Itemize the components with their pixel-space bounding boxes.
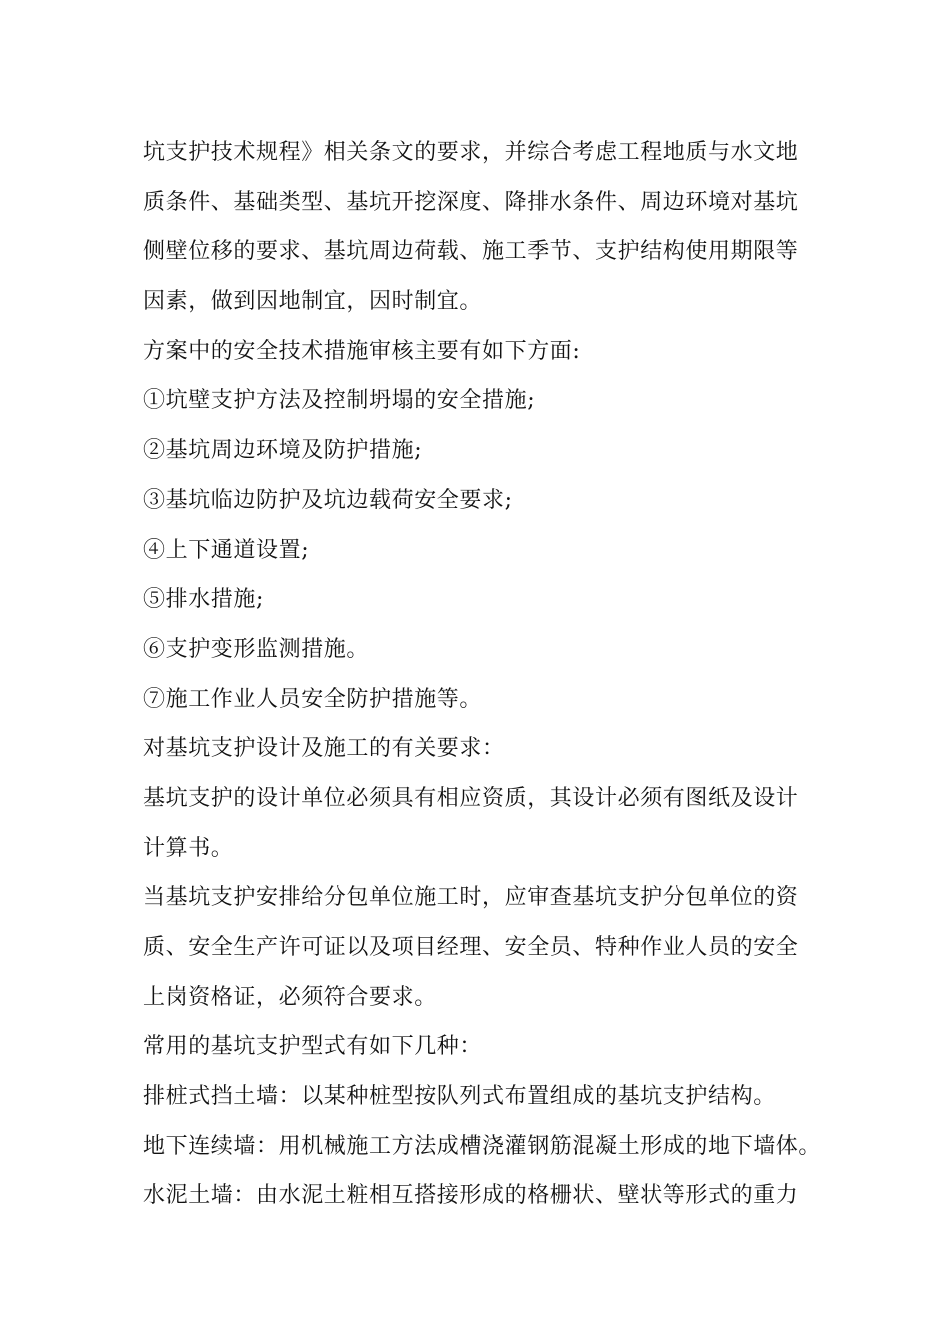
text-line: 侧壁位移的要求、基坑周边荷载、施工季节、支护结构使用期限等 [143, 239, 799, 265]
text-line: 质、安全生产许可证以及项目经理、安全员、特种作业人员的安全 [143, 935, 799, 960]
document-body [143, 128, 822, 1221]
text-line: 上岗资格证，必须符合要求。 [143, 984, 437, 1010]
section-heading: 对基坑支护设计及施工的有关要求： [143, 736, 505, 762]
list-item: ⑤排水措施; [143, 587, 265, 613]
text-line: 地下连续墙：用机械施工方法成槽浇灌钢筋混凝土形成的地下墙体。 [143, 1133, 822, 1159]
text-line: 坑支护技术规程》相关条文的要求，并综合考虑工程地质与水文地 [143, 140, 799, 165]
list-item: ⑥支护变形监测措施。 [143, 636, 370, 662]
text-line: 因素，做到因地制宜，因时制宜。 [143, 289, 483, 315]
section-heading: 常用的基坑支护型式有如下几种： [143, 1034, 483, 1060]
list-item: ③基坑临边防护及坑边载荷安全要求; [143, 487, 513, 513]
list-item: ⑦施工作业人员安全防护措施等。 [143, 686, 483, 712]
list-item: ④上下通道设置; [143, 537, 310, 563]
list-item: ①坑壁支护方法及控制坍塌的安全措施; [143, 388, 536, 414]
text-line: 计算书。 [143, 835, 234, 861]
text-line: 基坑支护的设计单位必须具有相应资质，其设计必须有图纸及设计 [143, 785, 799, 811]
text-line: 当基坑支护安排给分包单位施工时，应审查基坑支护分包单位的资 [143, 885, 799, 911]
text-line: 质条件、基础类型、基坑开挖深度、降排水条件、周边环境对基坑 [143, 189, 799, 215]
text-line: 排桩式挡土墙：以某种桩型按队列式布置组成的基坑支护结构。 [143, 1084, 776, 1110]
section-heading: 方案中的安全技术措施审核主要有如下方面: [143, 338, 581, 364]
list-item: ②基坑周边环境及防护措施; [143, 438, 423, 464]
text-line: 水泥土墙：由水泥土粧相互搭接形成的格栅状、壁状等形式的重力 [143, 1183, 799, 1209]
